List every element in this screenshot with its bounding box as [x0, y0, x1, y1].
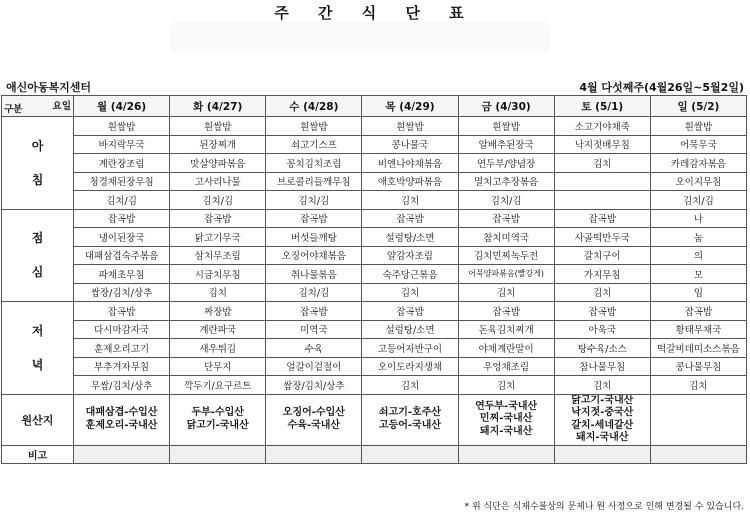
corner-category-label: 구분 [4, 104, 23, 115]
origin-cell [170, 394, 266, 445]
menu-cell: 잡곡밥 [266, 302, 362, 321]
menu-cell: 김치 [362, 376, 458, 395]
origin-label: 원산지 [2, 394, 74, 445]
menu-cell: 잡곡밥 [170, 209, 266, 228]
menu-cell: 설렁탕/소면 [362, 320, 458, 339]
menu-table [1, 95, 747, 464]
menu-cell: 김치 [458, 376, 554, 395]
menu-cell: 고사리나물 [170, 172, 266, 191]
menu-cell: 버섯들깨탕 [266, 228, 362, 247]
menu-cell: 잡곡밥 [458, 302, 554, 321]
origin-row [2, 394, 747, 445]
footer-note: * 위 식단은 식재수불상의 문제나 원 사정으로 인해 변경될 수 있습니다. [464, 502, 744, 512]
menu-cell: 김치/김 [170, 191, 266, 210]
day-header: 금 (4/30) [458, 96, 554, 117]
origin-cell [650, 394, 746, 445]
menu-row [2, 228, 747, 247]
origin-cell [458, 394, 554, 445]
menu-cell: 맛살양파볶음 [170, 154, 266, 173]
menu-cell: 단무지 [170, 357, 266, 376]
menu-cell: 흰쌀밥 [362, 117, 458, 136]
menu-row [2, 283, 747, 302]
menu-row [2, 135, 747, 154]
menu-cell: 소고기야채죽 [554, 117, 650, 136]
menu-cell: 짜장밥 [170, 302, 266, 321]
menu-cell: 비엔나야채볶음 [362, 154, 458, 173]
menu-cell: 고등어자반구이 [362, 339, 458, 358]
meal-label [2, 302, 74, 395]
menu-cell: 된장찌개 [170, 135, 266, 154]
menu-cell: 청경채된장무침 [74, 172, 170, 191]
menu-cell: 다시마감자국 [74, 320, 170, 339]
menu-cell: 김치 [650, 376, 746, 395]
note-cell [650, 445, 746, 464]
menu-cell: 갈치구이 [554, 246, 650, 265]
menu-cell: 황태무채국 [650, 320, 746, 339]
menu-cell: 카레감자볶음 [650, 154, 746, 173]
origin-line: 두부-수입산 [191, 407, 244, 418]
menu-cell: 미역국 [266, 320, 362, 339]
menu-row [2, 357, 747, 376]
note-row [2, 445, 747, 464]
menu-cell: 삼치무조림 [170, 246, 266, 265]
menu-cell: 어묵양파볶음(빨강게) [458, 265, 554, 284]
menu-cell: 흰쌀밥 [266, 117, 362, 136]
menu-cell: 계란파국 [170, 320, 266, 339]
menu-cell: 멸치고추장볶음 [458, 172, 554, 191]
menu-cell: 오이도라지생채 [362, 357, 458, 376]
menu-cell: 대패삼겹숙주볶음 [74, 246, 170, 265]
menu-cell: 김치/김 [650, 191, 746, 210]
menu-cell: 흰쌀밥 [458, 117, 554, 136]
menu-cell: 잡곡밥 [458, 209, 554, 228]
menu-cell: 쌈장/김치/상추 [266, 376, 362, 395]
menu-cell: 눔 [650, 228, 746, 247]
menu-cell: 김치 [554, 154, 650, 173]
note-label: 비고 [2, 445, 74, 464]
menu-cell [554, 172, 650, 191]
menu-cell: 야채계란말이 [458, 339, 554, 358]
menu-cell: 잡곡밥 [650, 302, 746, 321]
origin-line: 연두부-국내산 [475, 400, 538, 412]
menu-cell: 숙주당근볶음 [362, 265, 458, 284]
menu-cell: 흰쌀밥 [170, 117, 266, 136]
menu-cell: 가지무침 [554, 265, 650, 284]
menu-cell: 닭고기무국 [170, 228, 266, 247]
menu-cell: 수육 [266, 339, 362, 358]
menu-row [2, 172, 747, 191]
menu-cell: 연두부/양념장 [458, 154, 554, 173]
menu-cell: 참치미역국 [458, 228, 554, 247]
menu-row [2, 376, 747, 395]
origin-line: 돼지-국내산 [576, 432, 629, 443]
menu-cell: 알배추된장국 [458, 135, 554, 154]
menu-cell: 시금치무침 [170, 265, 266, 284]
note-cell [266, 445, 362, 464]
menu-cell: 나 [650, 209, 746, 228]
menu-cell: 흰쌀밥 [650, 117, 746, 136]
menu-cell: 냉이된장국 [74, 228, 170, 247]
menu-cell: 새우튀김 [170, 339, 266, 358]
menu-cell: 김치 [458, 283, 554, 302]
day-header: 목 (4/29) [362, 96, 458, 117]
corner-day-label: 요일 [52, 101, 71, 112]
menu-cell: 훈제오리고기 [74, 339, 170, 358]
menu-cell: 흰쌀밥 [74, 117, 170, 136]
day-header: 수 (4/28) [266, 96, 362, 117]
menu-row [2, 154, 747, 173]
meal-label-char: 점 [31, 231, 44, 246]
menu-cell: 꽁치김치조림 [266, 154, 362, 173]
menu-cell: 쇠고기스프 [266, 135, 362, 154]
menu-cell: 어묵무국 [650, 135, 746, 154]
origin-cell [362, 394, 458, 445]
menu-cell: 잡곡밥 [74, 302, 170, 321]
menu-cell: 탕수육/소스 [554, 339, 650, 358]
menu-cell: 참나물무침 [554, 357, 650, 376]
menu-cell: 얼갈이겉절이 [266, 357, 362, 376]
menu-row [2, 265, 747, 284]
origin-line: 닭고기-국내산 [571, 394, 634, 406]
origin-cell [266, 394, 362, 445]
page-title: 주 간 식 단 표 [274, 4, 476, 22]
menu-cell: 김치/김 [74, 191, 170, 210]
menu-cell: 취나물볶음 [266, 265, 362, 284]
menu-cell: 잡곡밥 [554, 302, 650, 321]
menu-cell: 우엉채조림 [458, 357, 554, 376]
menu-cell: 잡곡밥 [554, 209, 650, 228]
menu-cell: 계란장조림 [74, 154, 170, 173]
origin-line: 낙지젓-중국산 [571, 407, 634, 418]
menu-cell: 오이지무침 [650, 172, 746, 191]
menu-cell: 임 [650, 283, 746, 302]
origin-line: 민찌-국내산 [479, 413, 533, 425]
menu-cell: 잡곡밥 [74, 209, 170, 228]
origin-line: 닭고기-국내산 [186, 419, 249, 431]
meal-label [2, 209, 74, 302]
origin-line: 갈치-세네갈산 [571, 419, 634, 431]
menu-cell: 김치/김 [458, 191, 554, 210]
menu-row [2, 339, 747, 358]
menu-cell: 오징어야채볶음 [266, 246, 362, 265]
origin-cell [74, 394, 170, 445]
note-cell [458, 445, 554, 464]
meal-label-char: 아 [31, 138, 44, 153]
note-cell [554, 445, 650, 464]
day-header: 일 (5/2) [650, 96, 746, 117]
menu-cell: 김치 [554, 283, 650, 302]
menu-row [2, 209, 747, 228]
origin-line: 대패삼겹-수입산 [85, 407, 158, 418]
menu-cell: 의 [650, 246, 746, 265]
note-cell [170, 445, 266, 464]
origin-line: 훈제오리-국내산 [85, 419, 158, 431]
menu-row [2, 246, 747, 265]
blurred-region [170, 22, 550, 52]
meal-label-char: 심 [31, 265, 44, 280]
meal-label [2, 117, 74, 210]
menu-cell: 깍두기/요구르트 [170, 376, 266, 395]
origin-line: 돼지-국내산 [479, 425, 533, 437]
menu-cell: 모 [650, 265, 746, 284]
menu-cell: 돈육김치찌개 [458, 320, 554, 339]
header-row [2, 96, 747, 117]
menu-cell: 잡곡밥 [266, 209, 362, 228]
header-corner [2, 96, 74, 117]
menu-cell: 아욱국 [554, 320, 650, 339]
menu-cell: 바지락무국 [74, 135, 170, 154]
meal-label-char: 저 [31, 323, 44, 338]
menu-cell: 쌈장/김치/상추 [74, 283, 170, 302]
menu-cell: 얄감자조림 [362, 246, 458, 265]
menu-cell: 김치민찌녹두전 [458, 246, 554, 265]
day-header: 화 (4/27) [170, 96, 266, 117]
menu-cell: 설렁탕/소면 [362, 228, 458, 247]
week-label: 4월 다섯째주(4월26일~5월2일) [579, 81, 744, 94]
menu-row [2, 191, 747, 210]
menu-cell: 김치 [362, 191, 458, 210]
origin-line: 오징어-수입산 [282, 407, 345, 418]
menu-cell: 애호박양파볶음 [362, 172, 458, 191]
menu-cell: 부추겨자무침 [74, 357, 170, 376]
origin-cell [554, 394, 650, 445]
menu-cell: 브로콜리들깨무침 [266, 172, 362, 191]
day-header: 월 (4/26) [74, 96, 170, 117]
menu-cell [554, 191, 650, 210]
meal-label-char: 침 [31, 172, 44, 187]
menu-row [2, 117, 747, 136]
menu-cell: 사골떡만두국 [554, 228, 650, 247]
menu-cell: 파채초무침 [74, 265, 170, 284]
day-header: 토 (5/1) [554, 96, 650, 117]
note-cell [74, 445, 170, 464]
menu-cell: 김치 [170, 283, 266, 302]
menu-cell: 잡곡밥 [362, 209, 458, 228]
menu-cell: 낙지젓배무침 [554, 135, 650, 154]
note-cell [362, 445, 458, 464]
menu-row [2, 302, 747, 321]
origin-line: 고등어-국내산 [378, 419, 442, 431]
meal-label-char: 녁 [31, 357, 44, 372]
menu-cell: 김치 [362, 283, 458, 302]
menu-cell: 김치 [554, 376, 650, 395]
menu-cell: 떡갈비데미소스볶음 [650, 339, 746, 358]
organization-name: 애신아동복지센터 [6, 81, 92, 94]
menu-cell: 콩나물무침 [650, 357, 746, 376]
menu-cell: 김치/김 [266, 191, 362, 210]
menu-cell: 콩나물국 [362, 135, 458, 154]
origin-line: 수육-국내산 [287, 419, 341, 431]
menu-cell: 김치/김 [266, 283, 362, 302]
origin-line: 쇠고기-호주산 [378, 407, 442, 418]
menu-row [2, 320, 747, 339]
menu-cell: 무쌈/김치/상추 [74, 376, 170, 395]
menu-cell: 잡곡밥 [362, 302, 458, 321]
